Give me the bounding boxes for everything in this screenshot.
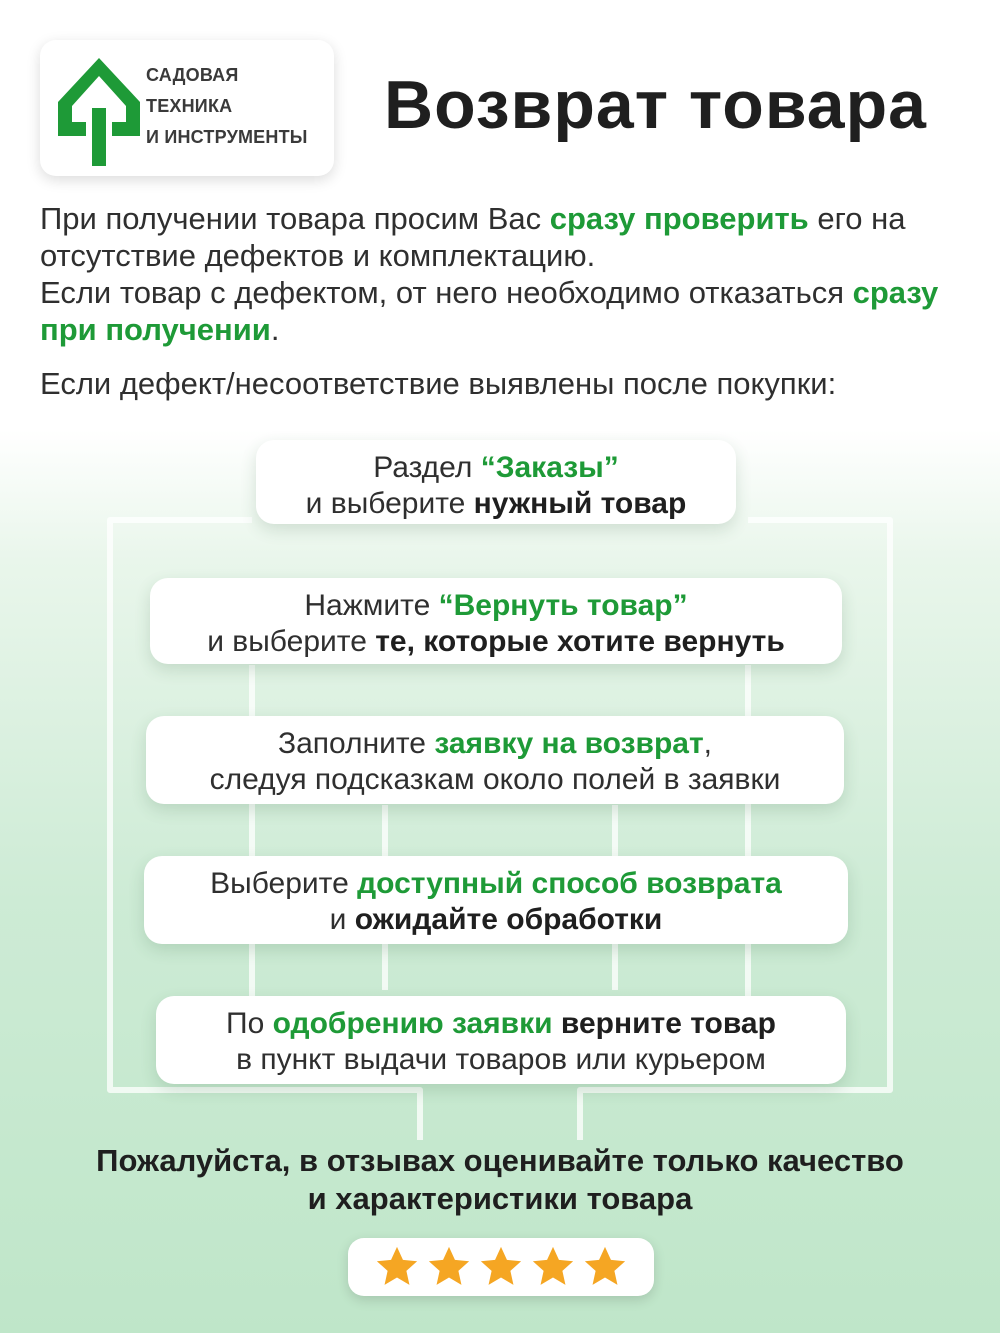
step-text: По [226,1007,273,1040]
step-text: Раздел [373,451,481,484]
star-icon [530,1244,576,1290]
step-text: и выберите [207,625,376,658]
star-icon [374,1244,420,1290]
review-request-line: и характеристики товара [307,1181,693,1216]
intro-highlight: сразу при получении [40,275,939,347]
brand-line: САДОВАЯ [146,65,239,85]
step-bold: те, которые хотите вернуть [375,625,785,658]
step-line [146,726,844,762]
step-highlight: “Заказы” [480,451,619,484]
step-card-4 [144,856,848,944]
step-card-2 [150,578,842,664]
step-text: и выберите [305,487,474,520]
star-icon [426,1244,472,1290]
step-text: Выберите [210,867,358,900]
step-card-3 [146,716,844,804]
step-line [150,588,842,624]
review-request-line: Пожалуйста, в отзывах оценивайте только качество [96,1143,904,1178]
star-icon [478,1244,524,1290]
star-rating [348,1238,654,1296]
review-request [0,1142,1000,1218]
step-text: и [329,903,355,936]
step-bold: нужный товар [473,487,687,520]
page-title: Возврат товара [384,67,927,143]
step-text: следуя подсказкам около полей в заявки [209,763,781,796]
brand-line: И ИНСТРУМЕНТЫ [146,127,308,147]
step-highlight: доступный способ возврата [357,867,782,900]
step-highlight: “Вернуть товар” [438,589,688,622]
intro-text-segment: При получении товара просим Вас [40,201,550,236]
step-line [144,866,848,902]
step-text: в пункт выдачи товаров или курьером [236,1043,766,1076]
steps-lead: Если дефект/несоответствие выявлены после покупки: [40,366,837,401]
step-highlight: одобрению заявки [272,1007,553,1040]
brand-line: ТЕХНИКА [146,96,233,116]
step-line [156,1006,846,1042]
intro-text-segment: его на отсутствие дефектов и комплектацию. [40,201,906,273]
step-text: Заполните [277,727,435,760]
step-bold: ожидайте обработки [354,903,663,936]
intro-text-segment: Если товар с дефектом, от него необходимо отказаться [40,275,853,310]
step-line [144,902,848,938]
intro-text-segment: . [270,312,280,347]
step-bold: верните товар [552,1007,776,1040]
star-icon [582,1244,628,1290]
step-text: Нажмите [304,589,439,622]
step-line [156,1042,846,1078]
step-card-1 [256,440,736,524]
step-line [256,486,736,522]
intro-highlight: сразу проверить [549,201,809,236]
step-line [146,762,844,798]
step-highlight: заявку на возврат [434,727,704,760]
step-text: , [703,727,713,760]
step-line [150,624,842,660]
step-card-5 [156,996,846,1084]
step-line [256,450,736,486]
